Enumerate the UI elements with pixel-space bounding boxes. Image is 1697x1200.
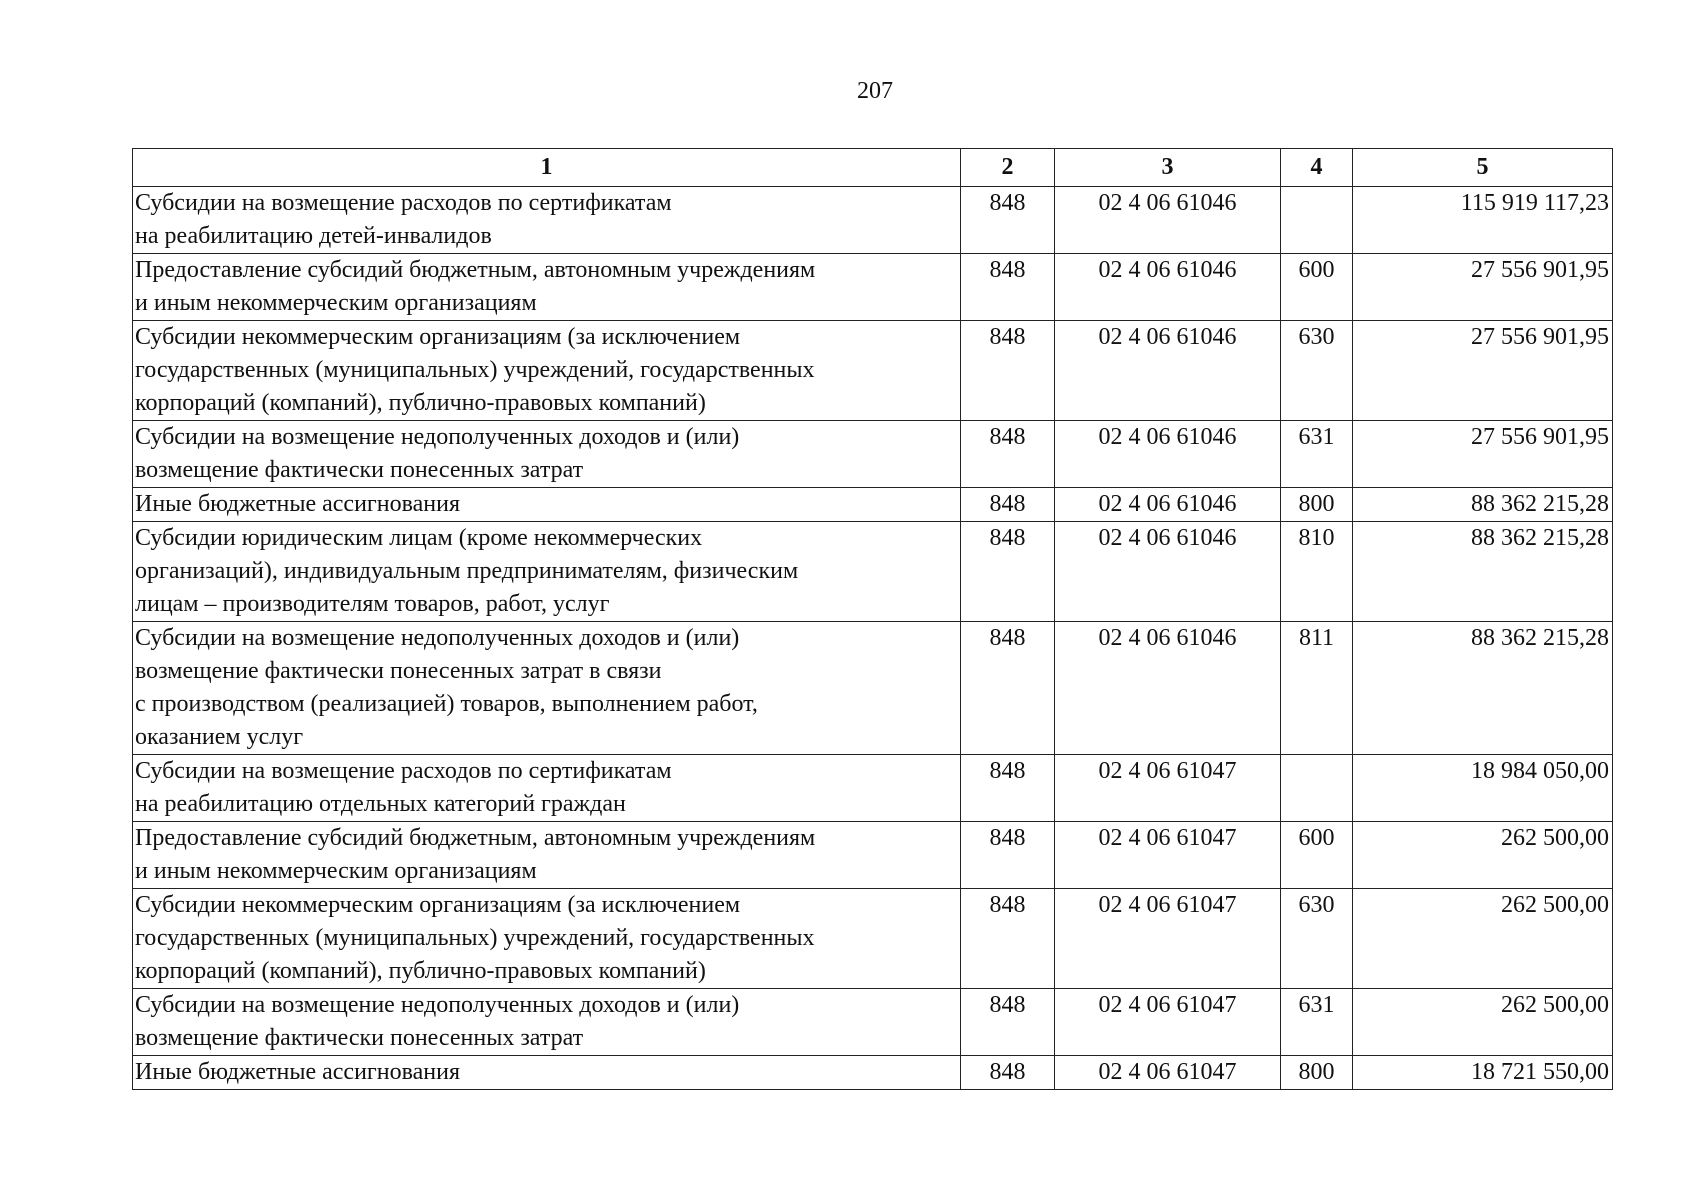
- row-col4-cell: 600: [1281, 822, 1353, 889]
- table-row: [133, 889, 1613, 989]
- row-col4-cell: 810: [1281, 522, 1353, 622]
- row-col2-cell: 848: [961, 321, 1055, 421]
- row-col4-cell: 800: [1281, 1056, 1353, 1090]
- row-name-cell: Субсидии на возмещение недополученных доходов и (или) возмещение фактически понесенных затрат: [133, 421, 961, 488]
- row-col3-cell: 02 4 06 61047: [1055, 822, 1281, 889]
- row-amount-cell: 262 500,00: [1353, 822, 1613, 889]
- row-col4-cell: [1281, 755, 1353, 822]
- row-amount-cell: 27 556 901,95: [1353, 421, 1613, 488]
- row-col3-cell: 02 4 06 61046: [1055, 488, 1281, 522]
- page-number: 207: [857, 78, 893, 104]
- row-col2-cell: 848: [961, 522, 1055, 622]
- row-col3-cell: 02 4 06 61047: [1055, 755, 1281, 822]
- table-row: [133, 755, 1613, 822]
- row-col3-cell: 02 4 06 61046: [1055, 321, 1281, 421]
- table-row: [133, 989, 1613, 1056]
- row-col4-cell: 630: [1281, 321, 1353, 421]
- row-col4-cell: [1281, 187, 1353, 254]
- row-col3-cell: 02 4 06 61047: [1055, 889, 1281, 989]
- row-col2-cell: 848: [961, 187, 1055, 254]
- row-col3-cell: 02 4 06 61047: [1055, 1056, 1281, 1090]
- row-col4-cell: 631: [1281, 989, 1353, 1056]
- header-col-1: 1: [133, 149, 961, 187]
- table-row: [133, 522, 1613, 622]
- row-name-cell: Субсидии на возмещение расходов по сертификатам на реабилитацию отдельных категорий граждан: [133, 755, 961, 822]
- table-row: [133, 421, 1613, 488]
- row-amount-cell: 115 919 117,23: [1353, 187, 1613, 254]
- row-amount-cell: 18 984 050,00: [1353, 755, 1613, 822]
- row-col4-cell: 630: [1281, 889, 1353, 989]
- row-col2-cell: 848: [961, 1056, 1055, 1090]
- row-col2-cell: 848: [961, 622, 1055, 755]
- row-col4-cell: 600: [1281, 254, 1353, 321]
- row-col2-cell: 848: [961, 421, 1055, 488]
- table-row: [133, 822, 1613, 889]
- row-name-cell: Предоставление субсидий бюджетным, автономным учреждениям и иным некоммерческим организациям: [133, 822, 961, 889]
- header-col-3: 3: [1055, 149, 1281, 187]
- header-col-4: 4: [1281, 149, 1353, 187]
- row-col4-cell: 800: [1281, 488, 1353, 522]
- row-amount-cell: 18 721 550,00: [1353, 1056, 1613, 1090]
- row-name-cell: Иные бюджетные ассигнования: [133, 488, 961, 522]
- row-name-cell: Субсидии юридическим лицам (кроме некоммерческих организаций), индивидуальным предпринимателям, физическим лицам – производителям товаров, работ, услуг: [133, 522, 961, 622]
- table-header-row: [133, 149, 1613, 187]
- row-amount-cell: 262 500,00: [1353, 889, 1613, 989]
- table-row: [133, 622, 1613, 755]
- row-name-cell: Предоставление субсидий бюджетным, автономным учреждениям и иным некоммерческим организациям: [133, 254, 961, 321]
- row-col2-cell: 848: [961, 889, 1055, 989]
- row-col3-cell: 02 4 06 61046: [1055, 254, 1281, 321]
- row-name-cell: Иные бюджетные ассигнования: [133, 1056, 961, 1090]
- table-row: [133, 187, 1613, 254]
- row-col2-cell: 848: [961, 755, 1055, 822]
- row-amount-cell: 27 556 901,95: [1353, 254, 1613, 321]
- table-row: [133, 488, 1613, 522]
- row-col2-cell: 848: [961, 822, 1055, 889]
- row-amount-cell: 27 556 901,95: [1353, 321, 1613, 421]
- budget-table: [132, 148, 1613, 1090]
- row-col3-cell: 02 4 06 61046: [1055, 187, 1281, 254]
- row-amount-cell: 88 362 215,28: [1353, 622, 1613, 755]
- row-col4-cell: 811: [1281, 622, 1353, 755]
- row-amount-cell: 88 362 215,28: [1353, 522, 1613, 622]
- budget-table-container: [132, 148, 1612, 1090]
- row-name-cell: Субсидии некоммерческим организациям (за исключением государственных (муниципальных) учреждений, государственных корпораций (компаний), публично-правовых компаний): [133, 321, 961, 421]
- row-name-cell: Субсидии некоммерческим организациям (за исключением государственных (муниципальных) учреждений, государственных корпораций (компаний), публично-правовых компаний): [133, 889, 961, 989]
- table-body: [133, 187, 1613, 1090]
- row-col2-cell: 848: [961, 254, 1055, 321]
- row-col2-cell: 848: [961, 989, 1055, 1056]
- row-name-cell: Субсидии на возмещение недополученных доходов и (или) возмещение фактически понесенных затрат: [133, 989, 961, 1056]
- row-col3-cell: 02 4 06 61046: [1055, 622, 1281, 755]
- row-name-cell: Субсидии на возмещение расходов по сертификатам на реабилитацию детей-инвалидов: [133, 187, 961, 254]
- table-row: [133, 1056, 1613, 1090]
- row-amount-cell: 88 362 215,28: [1353, 488, 1613, 522]
- table-row: [133, 321, 1613, 421]
- row-col3-cell: 02 4 06 61047: [1055, 989, 1281, 1056]
- table-row: [133, 254, 1613, 321]
- row-col4-cell: 631: [1281, 421, 1353, 488]
- row-amount-cell: 262 500,00: [1353, 989, 1613, 1056]
- row-col3-cell: 02 4 06 61046: [1055, 421, 1281, 488]
- row-col3-cell: 02 4 06 61046: [1055, 522, 1281, 622]
- header-col-2: 2: [961, 149, 1055, 187]
- row-col2-cell: 848: [961, 488, 1055, 522]
- row-name-cell: Субсидии на возмещение недополученных доходов и (или) возмещение фактически понесенных затрат в связи с производством (реализацией) товаров, выполнением работ, оказанием услуг: [133, 622, 961, 755]
- header-col-5: 5: [1353, 149, 1613, 187]
